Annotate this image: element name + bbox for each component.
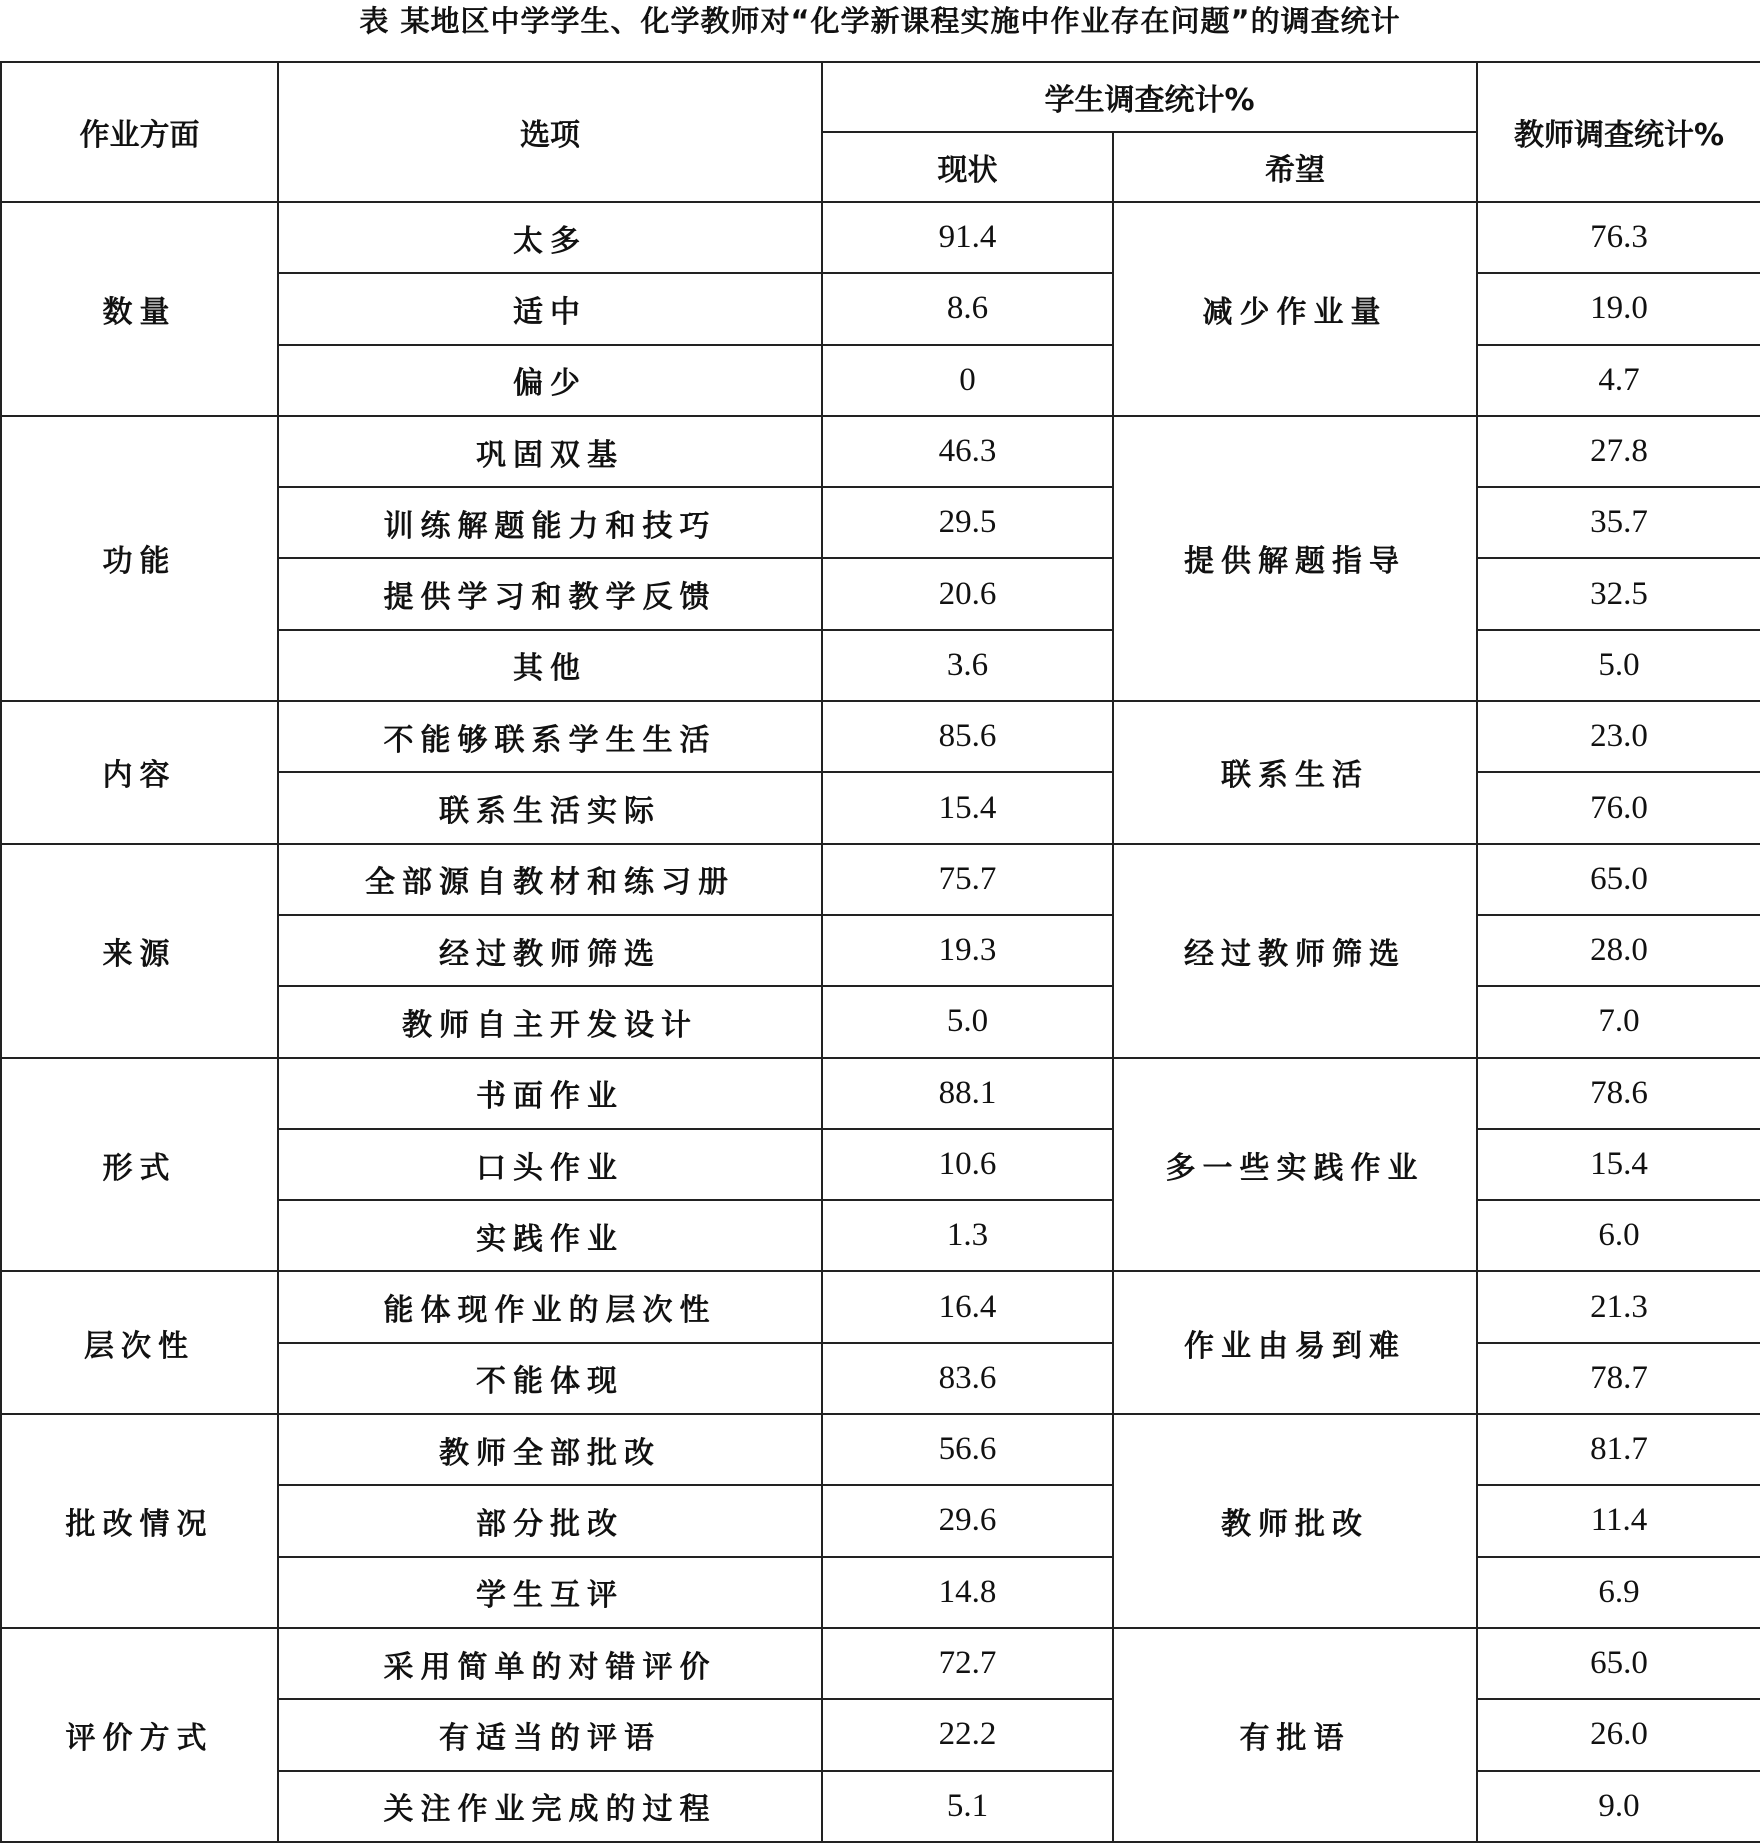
aspect-cell: 层次性 — [1, 1271, 278, 1414]
hope-cell: 经过教师筛选 — [1113, 844, 1477, 1058]
table-row — [1, 416, 1760, 487]
header-option: 选项 — [278, 62, 822, 202]
option-cell: 巩固双基 — [278, 416, 822, 487]
option-cell: 教师全部批改 — [278, 1414, 822, 1485]
teacher-value-cell: 65.0 — [1477, 844, 1760, 915]
teacher-value-cell: 19.0 — [1477, 273, 1760, 344]
teacher-value-cell: 32.5 — [1477, 558, 1760, 629]
survey-table — [0, 61, 1760, 1843]
current-value-cell: 19.3 — [822, 915, 1113, 986]
option-cell: 适中 — [278, 273, 822, 344]
teacher-value-cell: 23.0 — [1477, 701, 1760, 772]
table-title: 表 某地区中学学生、化学教师对“化学新课程实施中作业存在问题”的调查统计 — [359, 4, 1401, 38]
teacher-value-cell: 4.7 — [1477, 345, 1760, 416]
option-cell: 经过教师筛选 — [278, 915, 822, 986]
table-row — [1, 701, 1760, 772]
current-value-cell: 88.1 — [822, 1058, 1113, 1129]
current-value-cell: 0 — [822, 345, 1113, 416]
teacher-value-cell: 11.4 — [1477, 1485, 1760, 1556]
teacher-value-cell: 76.0 — [1477, 772, 1760, 843]
teacher-value-cell: 5.0 — [1477, 630, 1760, 701]
table-row — [1, 1271, 1760, 1342]
hope-cell: 多一些实践作业 — [1113, 1058, 1477, 1272]
option-cell: 关注作业完成的过程 — [278, 1771, 822, 1842]
option-cell: 口头作业 — [278, 1129, 822, 1200]
option-cell: 教师自主开发设计 — [278, 986, 822, 1057]
header-student: 学生调查统计% — [822, 62, 1477, 132]
hope-cell: 联系生活 — [1113, 701, 1477, 844]
current-value-cell: 1.3 — [822, 1200, 1113, 1271]
current-value-cell: 14.8 — [822, 1557, 1113, 1628]
option-cell: 学生互评 — [278, 1557, 822, 1628]
option-cell: 其他 — [278, 630, 822, 701]
option-cell: 书面作业 — [278, 1058, 822, 1129]
teacher-value-cell: 76.3 — [1477, 202, 1760, 273]
current-value-cell: 20.6 — [822, 558, 1113, 629]
teacher-value-cell: 28.0 — [1477, 915, 1760, 986]
option-cell: 不能够联系学生生活 — [278, 701, 822, 772]
teacher-value-cell: 65.0 — [1477, 1628, 1760, 1699]
current-value-cell: 29.6 — [822, 1485, 1113, 1556]
table-row — [1, 844, 1760, 915]
option-cell: 实践作业 — [278, 1200, 822, 1271]
current-value-cell: 75.7 — [822, 844, 1113, 915]
option-cell: 采用简单的对错评价 — [278, 1628, 822, 1699]
aspect-cell: 批改情况 — [1, 1414, 278, 1628]
current-value-cell: 3.6 — [822, 630, 1113, 701]
option-cell: 全部源自教材和练习册 — [278, 844, 822, 915]
hope-cell: 提供解题指导 — [1113, 416, 1477, 701]
teacher-value-cell: 6.9 — [1477, 1557, 1760, 1628]
current-value-cell: 5.0 — [822, 986, 1113, 1057]
current-value-cell: 83.6 — [822, 1343, 1113, 1414]
current-value-cell: 72.7 — [822, 1628, 1113, 1699]
aspect-cell: 形式 — [1, 1058, 278, 1272]
option-cell: 部分批改 — [278, 1485, 822, 1556]
option-cell: 联系生活实际 — [278, 772, 822, 843]
current-value-cell: 56.6 — [822, 1414, 1113, 1485]
option-cell: 偏少 — [278, 345, 822, 416]
teacher-value-cell: 15.4 — [1477, 1129, 1760, 1200]
teacher-value-cell: 78.7 — [1477, 1343, 1760, 1414]
table-row — [1, 1058, 1760, 1129]
current-value-cell: 29.5 — [822, 487, 1113, 558]
header-current: 现状 — [822, 132, 1113, 202]
option-cell: 能体现作业的层次性 — [278, 1271, 822, 1342]
aspect-cell: 评价方式 — [1, 1628, 278, 1842]
teacher-value-cell: 6.0 — [1477, 1200, 1760, 1271]
table-row — [1, 1414, 1760, 1485]
current-value-cell: 5.1 — [822, 1771, 1113, 1842]
option-cell: 提供学习和教学反馈 — [278, 558, 822, 629]
option-cell: 太多 — [278, 202, 822, 273]
aspect-cell: 数量 — [1, 202, 278, 416]
hope-cell: 教师批改 — [1113, 1414, 1477, 1628]
teacher-value-cell: 26.0 — [1477, 1699, 1760, 1770]
aspect-cell: 来源 — [1, 844, 278, 1058]
teacher-value-cell: 27.8 — [1477, 416, 1760, 487]
option-cell: 训练解题能力和技巧 — [278, 487, 822, 558]
aspect-cell: 功能 — [1, 416, 278, 701]
current-value-cell: 91.4 — [822, 202, 1113, 273]
table-row — [1, 202, 1760, 273]
teacher-value-cell: 21.3 — [1477, 1271, 1760, 1342]
table-row — [1, 1628, 1760, 1699]
teacher-value-cell: 9.0 — [1477, 1771, 1760, 1842]
teacher-value-cell: 35.7 — [1477, 487, 1760, 558]
current-value-cell: 8.6 — [822, 273, 1113, 344]
header-teacher: 教师调查统计% — [1477, 62, 1760, 202]
teacher-value-cell: 78.6 — [1477, 1058, 1760, 1129]
hope-cell: 作业由易到难 — [1113, 1271, 1477, 1414]
current-value-cell: 85.6 — [822, 701, 1113, 772]
current-value-cell: 22.2 — [822, 1699, 1113, 1770]
header-aspect: 作业方面 — [1, 62, 278, 202]
current-value-cell: 46.3 — [822, 416, 1113, 487]
hope-cell: 减少作业量 — [1113, 202, 1477, 416]
hope-cell: 有批语 — [1113, 1628, 1477, 1842]
current-value-cell: 10.6 — [822, 1129, 1113, 1200]
current-value-cell: 16.4 — [822, 1271, 1113, 1342]
option-cell: 不能体现 — [278, 1343, 822, 1414]
option-cell: 有适当的评语 — [278, 1699, 822, 1770]
teacher-value-cell: 81.7 — [1477, 1414, 1760, 1485]
current-value-cell: 15.4 — [822, 772, 1113, 843]
teacher-value-cell: 7.0 — [1477, 986, 1760, 1057]
header-hope: 希望 — [1113, 132, 1477, 202]
aspect-cell: 内容 — [1, 701, 278, 844]
